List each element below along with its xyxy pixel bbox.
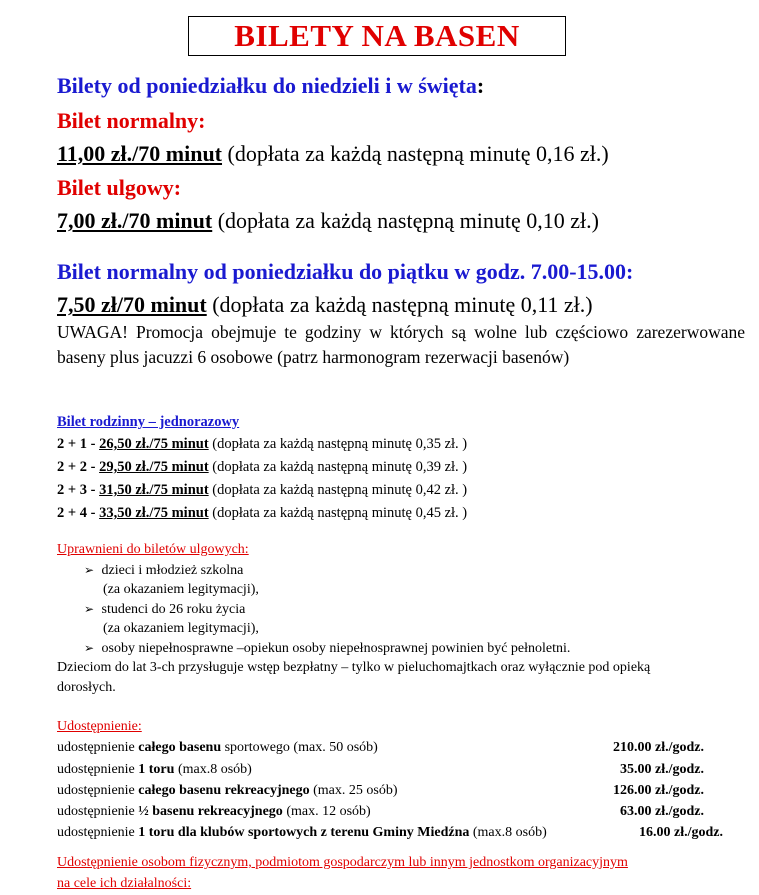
- normal-ticket-line: [57, 141, 609, 167]
- family-group: 2 + 2 -: [57, 459, 100, 475]
- rental-row-pre: udostępnienie: [57, 762, 139, 777]
- arrowhead-bullet-icon: ➢: [84, 602, 95, 616]
- reduced-ticket-label: Bilet ulgowy:: [57, 175, 182, 200]
- family-note: (dopłata za każdą następną minutę 0,35 zł. ): [208, 436, 468, 452]
- promo-ticket-price: 7,50 zł/70 minut: [57, 292, 207, 317]
- rental-row-post: (max. 12 osób): [282, 804, 371, 819]
- rental-price: 126.00 zł./godz.: [613, 783, 704, 798]
- eligible-item-line1: dzieci i młodzież szkolna: [101, 563, 244, 578]
- family-group: 2 + 3 -: [57, 482, 100, 498]
- reduced-ticket-price: 7,00 zł./70 minut: [57, 208, 213, 233]
- family-row: [57, 505, 467, 522]
- rental-row-bold: całego basenu: [138, 740, 222, 755]
- rental-row: [57, 740, 378, 756]
- rental-price: 35.00 zł./godz.: [620, 762, 704, 777]
- normal-ticket-label: Bilet normalny:: [57, 108, 206, 133]
- rental-row-post: (max.8 osób): [174, 762, 252, 777]
- family-row: [57, 436, 467, 453]
- rental-row-bold: ½ basenu rekreacyjnego: [138, 804, 283, 819]
- rental-heading: Udostępnienie:: [57, 719, 142, 734]
- weekdays-colon: :: [476, 73, 485, 98]
- arrowhead-bullet-icon: ➢: [84, 641, 95, 655]
- eligible-item-line1: osoby niepełnosprawne –opiekun osoby niepełnosprawnej powinien być pełnoletni.: [101, 641, 571, 656]
- business-heading-line2: na cele ich działalności:: [57, 876, 192, 891]
- weekdays-heading: [57, 73, 484, 99]
- family-price: 31,50 zł./75 minut: [99, 482, 209, 498]
- children-note-line2: dorosłych.: [57, 680, 116, 695]
- rental-row-pre: udostępnienie: [57, 804, 139, 819]
- rental-row-pre: udostępnienie: [57, 825, 139, 840]
- family-price: 26,50 zł./75 minut: [99, 436, 209, 452]
- family-price: 29,50 zł./75 minut: [99, 459, 209, 475]
- business-heading-line1: Udostępnienie osobom fizycznym, podmiotom gospodarczym lub innym jednostkom organizacyjnym: [57, 855, 628, 870]
- rental-row-bold: 1 toru: [138, 762, 175, 777]
- family-note: (dopłata za każdą następną minutę 0,39 zł. ): [208, 459, 468, 475]
- family-row: [57, 482, 467, 499]
- rental-row-bold: całego basenu rekreacyjnego: [138, 783, 310, 798]
- family-group: 2 + 1 -: [57, 436, 100, 452]
- family-price: 33,50 zł./75 minut: [99, 505, 209, 521]
- family-note: (dopłata za każdą następną minutę 0,42 zł. ): [208, 482, 468, 498]
- rental-price: 210.00 zł./godz.: [613, 740, 704, 755]
- rental-row-post: (max. 25 osób): [309, 783, 398, 798]
- title-box: [188, 16, 566, 56]
- rental-row-bold: 1 toru dla klubów sportowych z terenu Gminy Miedźna: [138, 825, 470, 840]
- weekdays-heading-text: Bilety od poniedziałku do niedzieli i w święta: [57, 73, 477, 98]
- rental-row-pre: udostępnienie: [57, 783, 139, 798]
- promo-ticket-note: (dopłata za każdą następną minutę 0,11 zł.): [206, 292, 593, 317]
- eligible-item: [84, 563, 243, 579]
- rental-row: [57, 825, 547, 841]
- normal-ticket-note: (dopłata za każdą następną minutę 0,16 zł.): [222, 141, 609, 166]
- promo-heading: Bilet normalny od poniedziałku do piątku w godz. 7.00-15.00:: [57, 259, 634, 284]
- reduced-ticket-line: [57, 208, 599, 234]
- eligible-item: [84, 602, 245, 618]
- eligible-item-line1: studenci do 26 roku życia: [101, 602, 246, 617]
- family-row: [57, 459, 467, 476]
- promo-ticket-line: [57, 292, 593, 318]
- rental-row: [57, 783, 398, 799]
- rental-price: 63.00 zł./godz.: [620, 804, 704, 819]
- family-note: (dopłata za każdą następną minutę 0,45 zł. ): [208, 505, 468, 521]
- rental-row-post: (max.8 osób): [469, 825, 547, 840]
- rental-row-pre: udostępnienie: [57, 740, 139, 755]
- eligible-item: [84, 641, 570, 657]
- arrowhead-bullet-icon: ➢: [84, 563, 95, 577]
- promo-warning: UWAGA! Promocja obejmuje te godziny w których są wolne lub częściowo zarezerwowane baseny plus jacuzzi 6 osobowe (patrz harmonogram rezerwacji basenów): [57, 322, 745, 367]
- children-note-line1: Dzieciom do lat 3-ch przysługuje wstęp bezpłatny – tylko w pieluchomajtkach oraz wyłącznie pod opieką: [57, 660, 651, 675]
- eligible-heading: Uprawnieni do biletów ulgowych:: [57, 542, 249, 557]
- rental-price: 16.00 zł./godz.: [639, 825, 723, 840]
- rental-row: [57, 804, 371, 820]
- normal-ticket-price: 11,00 zł./70 minut: [57, 141, 223, 166]
- eligible-item-line2: (za okazaniem legitymacji),: [103, 621, 259, 636]
- reduced-ticket-note: (dopłata za każdą następną minutę 0,10 zł.): [212, 208, 599, 233]
- rental-row: [57, 762, 252, 778]
- page-title: BILETY NA BASEN: [234, 18, 520, 53]
- rental-row-post: sportowego (max. 50 osób): [221, 740, 378, 755]
- eligible-item-line2: (za okazaniem legitymacji),: [103, 582, 259, 597]
- family-heading: Bilet rodzinny – jednorazowy: [57, 414, 240, 430]
- family-group: 2 + 4 -: [57, 505, 100, 521]
